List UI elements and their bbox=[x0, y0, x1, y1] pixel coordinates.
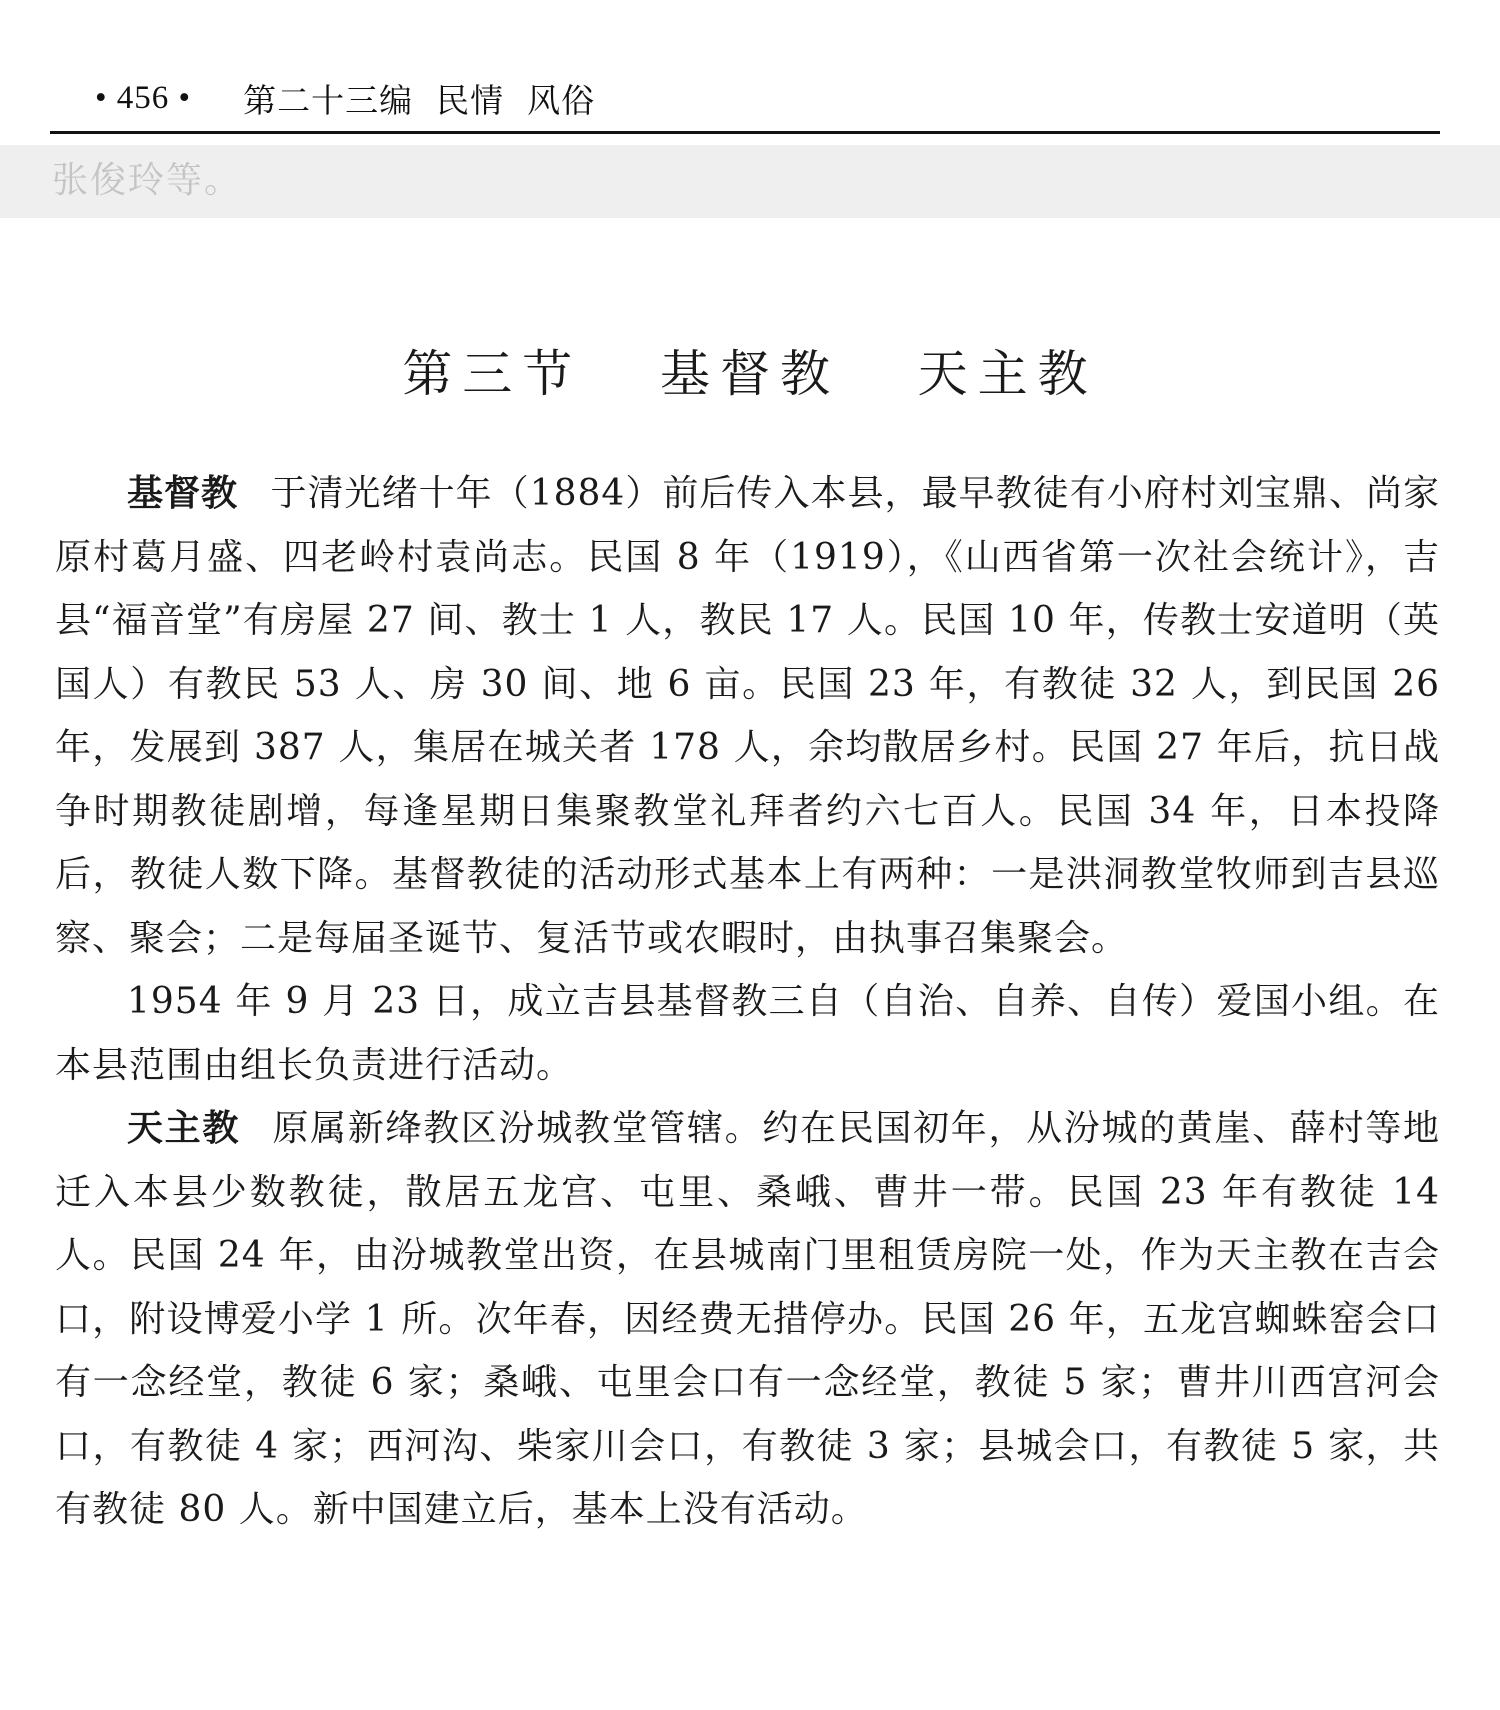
paragraph-text: 于清光绪十年（1884）前后传入本县，最早教徒有小府村刘宝鼎、尚家原村葛月盛、四老岭村袁尚志。民国 8 年（1919），《山西省第一次社会统计》，吉县“福音堂”有房屋 27 间、教士 1 人，教民 17 人。民国 10 年，传教士安道明（英国人）有教民 53 人、房 30 间、地 6 亩。民国 23 年，有教徒 32 人，到民国 26 年，发展到 387 人，集居在城关者 178 人，余均散居乡村。民国 27 年后，抗日战争时期教徒剧增，每逢星期日集聚教堂礼拜者约六七百人。民国 34 年，日本投降后，教徒人数下降。基督教徒的活动形式基本上有两种：一是洪洞教堂牧师到吉县巡察、聚会；二是每届圣诞节、复活节或农暇时，由执事召集聚会。 bbox=[55, 473, 1440, 959]
term-catholicism: 天主教 bbox=[127, 1108, 241, 1149]
header-rule bbox=[50, 131, 1440, 134]
paragraph-text: 1954 年 9 月 23 日，成立吉县基督教三自（自治、自养、自传）爱国小组。在本县范围由组长负责进行活动。 bbox=[55, 981, 1440, 1086]
paragraph-catholicism bbox=[55, 1097, 1440, 1542]
paragraph-three-self bbox=[55, 970, 1440, 1097]
section-title: 第三节 基督教 天主教 bbox=[402, 345, 1098, 403]
body-text bbox=[55, 462, 1440, 1542]
paragraph-christianity bbox=[55, 462, 1440, 970]
overlay-text: 张俊玲等。 bbox=[52, 160, 243, 201]
running-header bbox=[95, 74, 595, 122]
page-number: • 456 • bbox=[95, 79, 192, 116]
paragraph-text: 原属新绛教区汾城教堂管辖。约在民国初年，从汾城的黄崖、薛村等地迁入本县少数教徒，散居五龙宫、屯里、桑峨、曹井一带。民国 23 年有教徒 14 人。民国 24 年，由汾城教堂出资，在县城南门里租赁房院一处，作为天主教在吉会口，附设博爱小学 1 所。次年春，因经费无措停办。民国 26 年，五龙宫蜘蛛窑会口有一念经堂，教徒 6 家；桑峨、屯里会口有一念经堂，教徒 5 家；曹井川西宫河会口，有教徒 4 家；西河沟、柴家川会口，有教徒 3 家；县城会口，有教徒 5 家，共有教徒 80 人。新中国建立后，基本上没有活动。 bbox=[55, 1108, 1440, 1530]
chapter-title: 第二十三编 民情 风俗 bbox=[243, 80, 596, 120]
term-christianity: 基督教 bbox=[127, 473, 239, 514]
